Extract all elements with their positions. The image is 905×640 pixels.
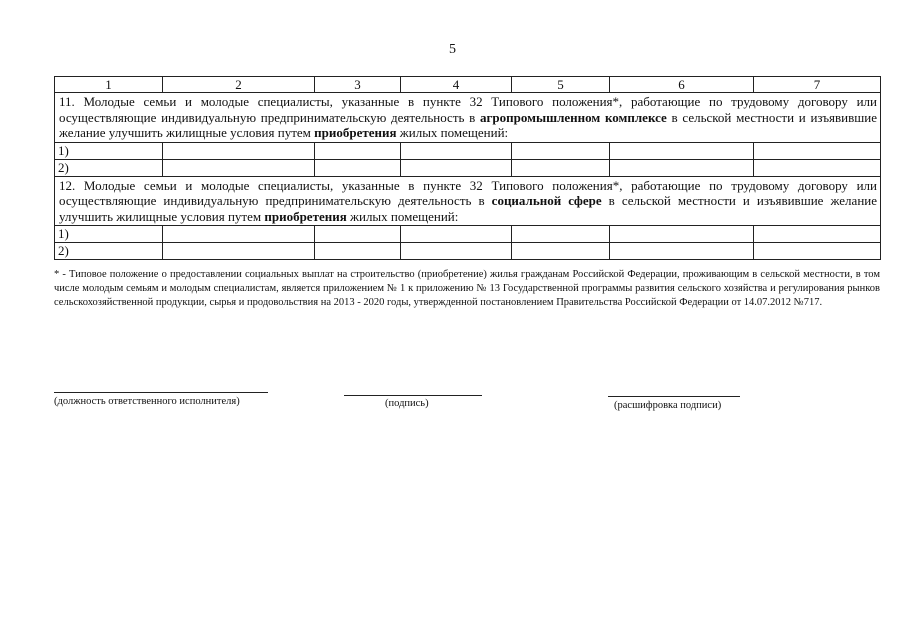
column-number-3: 3: [315, 77, 401, 93]
table-cell[interactable]: [512, 159, 610, 176]
table-cell[interactable]: [401, 226, 512, 243]
table-cell[interactable]: [315, 243, 401, 260]
table-cell[interactable]: [754, 226, 881, 243]
table-cell[interactable]: [610, 243, 754, 260]
section-11-text: [55, 93, 881, 143]
item-label: 1): [55, 142, 163, 159]
section-12-row: [55, 176, 881, 226]
table-cell[interactable]: [163, 142, 315, 159]
table-cell[interactable]: [610, 142, 754, 159]
section-text-part: жилых помещений:: [346, 208, 459, 224]
signature-caption: (подпись): [385, 398, 429, 409]
section-bold-term: социальной сфере: [491, 193, 602, 208]
item-label: 2): [55, 243, 163, 260]
column-number-1: 1: [55, 77, 163, 93]
table-cell[interactable]: [401, 243, 512, 260]
decryption-signature-line[interactable]: [608, 396, 740, 397]
position-signature-line[interactable]: [54, 392, 268, 393]
table-row: [55, 142, 881, 159]
column-number-4: 4: [401, 77, 512, 93]
table-cell[interactable]: [315, 142, 401, 159]
decryption-caption: (расшифровка подписи): [614, 400, 722, 411]
table-cell[interactable]: [163, 226, 315, 243]
column-number-5: 5: [512, 77, 610, 93]
section-text-part: в сельской местности и изъявившие желание улучшить жилищные условия путем: [59, 193, 878, 224]
table-cell[interactable]: [315, 159, 401, 176]
section-12-text: [55, 176, 881, 226]
table-cell[interactable]: [754, 159, 881, 176]
footnote: * - Типовое положение о предоставлении социальных выплат на строительство (приобретение) жилья гражданам Российской Федерации, проживающим в сельской местности, в том числе молодым семьям и молодым специалистам, является приложением № 1 к приложению № 13 Государственной программы развития сельского хозяйства и регулирования рынков сельскохозяйственной продукции, сырья и продовольствия на 2013 - 2020 годы, утвержденной постановлением Правительства Российской Федерации от 14.07.2012 №717.: [54, 269, 880, 308]
signature-line[interactable]: [344, 395, 482, 396]
table-row: [55, 159, 881, 176]
section-11-row: [55, 93, 881, 143]
section-bold-term: приобретения: [314, 125, 397, 140]
column-number-6: 6: [610, 77, 754, 93]
table-cell[interactable]: [401, 142, 512, 159]
section-text-part: жилых помещений:: [396, 125, 509, 140]
column-number-2: 2: [163, 77, 315, 93]
item-label: 2): [55, 159, 163, 176]
section-text-part: 12. Молодые семьи и молодые специалисты, указанные в пункте 32 Типового положения*, работающие по трудовому договору или осуществляющие индивидуальную предпринимательскую деятельность в: [59, 177, 877, 208]
table-cell[interactable]: [163, 243, 315, 260]
page-number: 5: [449, 42, 456, 57]
table-cell[interactable]: [512, 243, 610, 260]
table-row: [55, 243, 881, 260]
table-cell[interactable]: [315, 226, 401, 243]
table-cell[interactable]: [401, 159, 512, 176]
table-cell[interactable]: [512, 142, 610, 159]
table-cell[interactable]: [754, 243, 881, 260]
section-text-part: в сельской местности и изъявившие желание улучшить жилищные условия путем: [59, 109, 877, 140]
section-bold-term: приобретения: [264, 208, 347, 224]
table-cell[interactable]: [512, 226, 610, 243]
table-cell[interactable]: [754, 142, 881, 159]
table-cell[interactable]: [610, 159, 754, 176]
table-header-row: [55, 77, 881, 93]
item-label: 1): [55, 226, 163, 243]
section-bold-term: агропромышленном комплексе: [480, 109, 667, 125]
table-cell[interactable]: [610, 226, 754, 243]
column-number-7: 7: [754, 77, 881, 93]
form-table: [54, 76, 881, 260]
position-caption: (должность ответственного исполнителя): [54, 396, 240, 407]
table-cell[interactable]: [163, 159, 315, 176]
section-text-part: 11. Молодые семьи и молодые специалисты, указанные в пункте 32 Типового положения*, работающие по трудовому договору или осуществляющие индивидуальную предпринимательскую деятельность в: [59, 94, 877, 125]
table-row: [55, 226, 881, 243]
